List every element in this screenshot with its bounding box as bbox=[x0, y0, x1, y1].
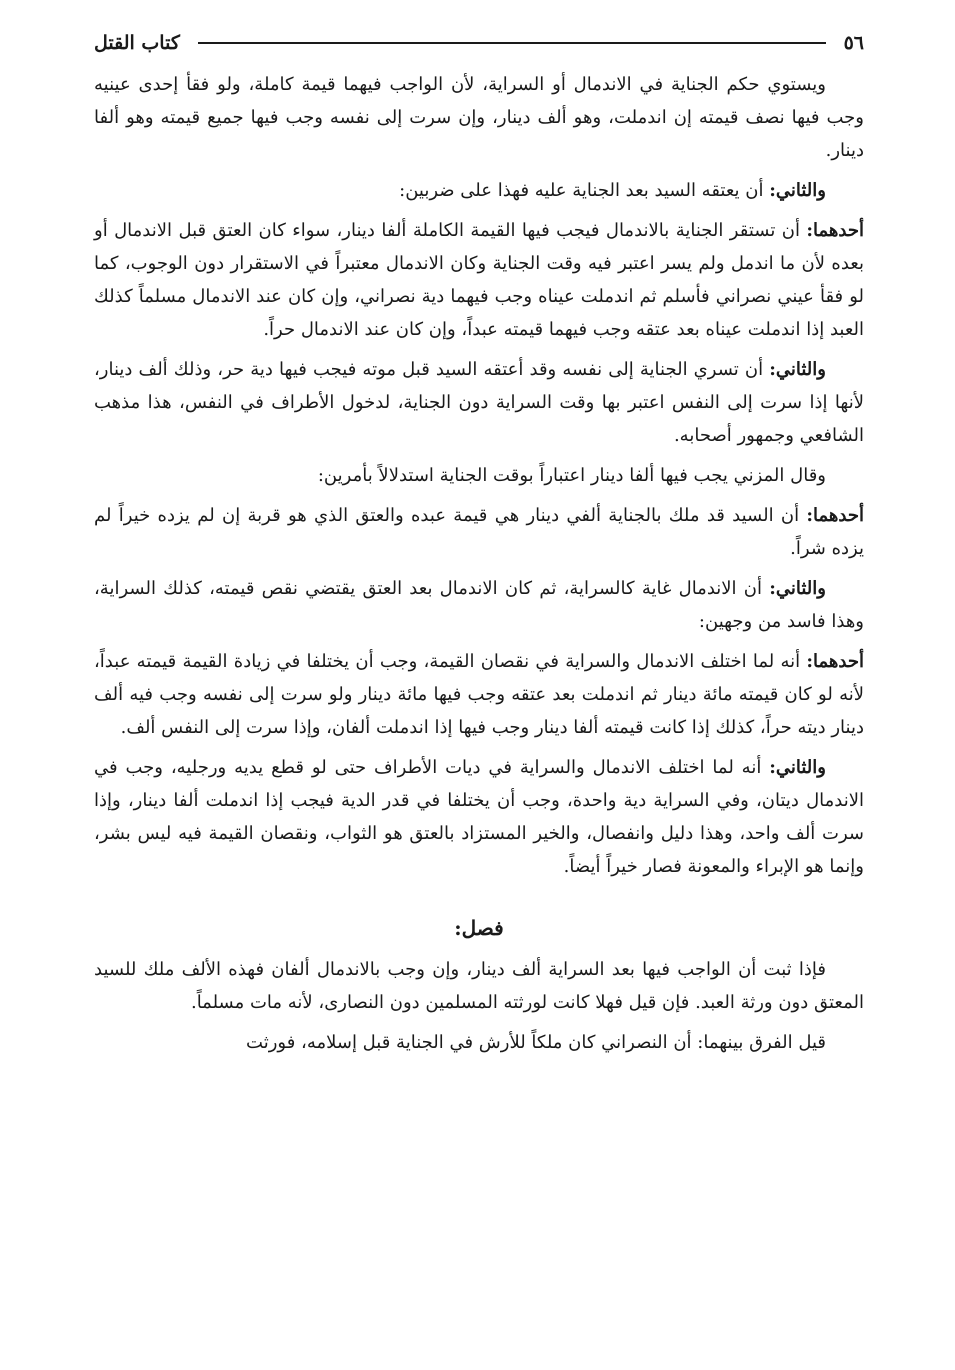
paragraph bbox=[94, 751, 864, 883]
paragraph-text: أن تستقر الجناية بالاندمال فيجب فيها القيمة الكاملة ألفا دينار، سواء كان العتق قبل الاندمال أو بعده لأن ما اندمل ولم يسر اعتبر فيه وقت الجناية وكان الاندمال معتبراً في الاستقرار دون الوجوب، كما لو فقأ عيني نصراني فأسلم ثم اندملت عيناه وجب فيهما دية نصراني، وإن كان عند الاندمال مسلماً كذلك العبد إذا اندملت عيناه بعد عتقه وجب فيهما قيمته عبداً، وإن كان عند الاندمال حراً. bbox=[94, 220, 864, 340]
paragraph-lead: أحدهما: bbox=[806, 505, 864, 526]
paragraph-lead: أحدهما: bbox=[806, 651, 864, 672]
paragraph bbox=[94, 68, 864, 167]
paragraph-lead: والثاني: bbox=[769, 180, 826, 201]
paragraph-lead: والثاني: bbox=[769, 757, 826, 778]
paragraph-lead: والثاني: bbox=[769, 359, 826, 380]
book-title: كتاب القتل bbox=[94, 32, 180, 54]
paragraph-text: ويستوي حكم الجناية في الاندمال أو السراية، لأن الواجب فيهما قيمة كاملة، ولو فقأ إحدى عينيه وجب فيها نصف قيمته إن اندملت، وهو ألف دينار، وإن سرت إلى نفسه وجب فيها جميع قيمته وهو ألفا دينار. bbox=[94, 74, 864, 161]
paragraph-text: وقال المزني يجب فيها ألفا دينار اعتباراً بوقت الجناية استدلالاً بأمرين: bbox=[317, 465, 826, 486]
section-paragraph bbox=[94, 1026, 864, 1059]
paragraph bbox=[94, 353, 864, 452]
paragraph-lead: أحدهما: bbox=[806, 220, 864, 241]
paragraph-text: أن تسري الجناية إلى نفسه وقد أعتقه السيد قبل موته فيجب فيها دية حر، وذلك ألف دينار، لأنها إذا سرت إلى النفس اعتبر بها وقت السراية دون الجناية، لدخول الأطراف في النفس، هذا مذهب الشافعي وجمهور أصحابه. bbox=[94, 359, 864, 446]
paragraph-lead: والثاني: bbox=[769, 578, 826, 599]
paragraph-text: أن السيد قد ملك بالجناية ألفي دينار هي قيمة عبده والعتق الذي هو قربة إن لم يزده خيراً لم يزده شراً. bbox=[94, 505, 864, 559]
paragraph-text: أنه لما اختلف الاندمال والسراية في نقصان القيمة، وجب أن يختلفا في زيادة القيمة قيمته عبداً، لأنه لو كان قيمته مائة دينار ثم اندملت بعد عتقه وجب فيها مائة دينار ولو سرت إلى نفسه وجب فيه ألف دينار ديته حراً، كذلك إذا كانت قيمته ألفا دينار وجب فيها إذا اندملت ألفان، وإذا سرت إلى النفس ألف. bbox=[94, 651, 864, 738]
paragraph bbox=[94, 499, 864, 565]
paragraph bbox=[94, 572, 864, 638]
page-number: ٥٦ bbox=[843, 32, 864, 54]
paragraph-text: أنه لما اختلف الاندمال والسراية في ديات الأطراف حتى لو قطع يديه ورجليه، وجب في الاندمال ديتان، وفي السراية دية واحدة، وجب أن يختلفا في قدر الدية فيجب إذا اندملت ألفا دينار، وإذا سرت ألف واحد، وهذا دليل وانفصال، والخير المستزاد بالعتق هو الثواب، ونقصان القيمة فيه ليس بشر، وإنما هو الإبراء والمعونة فصار خيراً أيضاً. bbox=[94, 757, 864, 877]
section-paragraph bbox=[94, 953, 864, 1019]
paragraph-text: فإذا ثبت أن الواجب فيها بعد السراية ألف دينار، وإن وجب بالاندمال ألفان فهذه الألف ملك للسيد المعتق دون ورثة العبد. فإن قيل فهلا كانت لورثته المسلمين دون النصارى، لأنه مات مسلماً. bbox=[94, 959, 864, 1013]
paragraph-text: أن الاندمال غاية كالسراية، ثم كان الاندمال بعد العتق يقتضي نقص قيمته، كذلك السراية، وهذا فاسد من وجهين: bbox=[94, 578, 864, 632]
paragraph-text: أن يعتقه السيد بعد الجناية عليه فهذا على ضربين: bbox=[399, 180, 770, 201]
paragraph bbox=[94, 214, 864, 346]
body-text bbox=[94, 68, 864, 1059]
header-rule bbox=[198, 42, 826, 44]
paragraph bbox=[94, 459, 864, 492]
section-heading: فصل: bbox=[454, 916, 504, 940]
document-page bbox=[94, 26, 864, 1066]
paragraph-text: قيل الفرق بينهما: أن النصراني كان ملكاً للأرش في الجناية قبل إسلامه، فورثت bbox=[246, 1032, 826, 1053]
paragraph bbox=[94, 645, 864, 744]
page-header bbox=[94, 26, 864, 60]
paragraph bbox=[94, 174, 864, 207]
